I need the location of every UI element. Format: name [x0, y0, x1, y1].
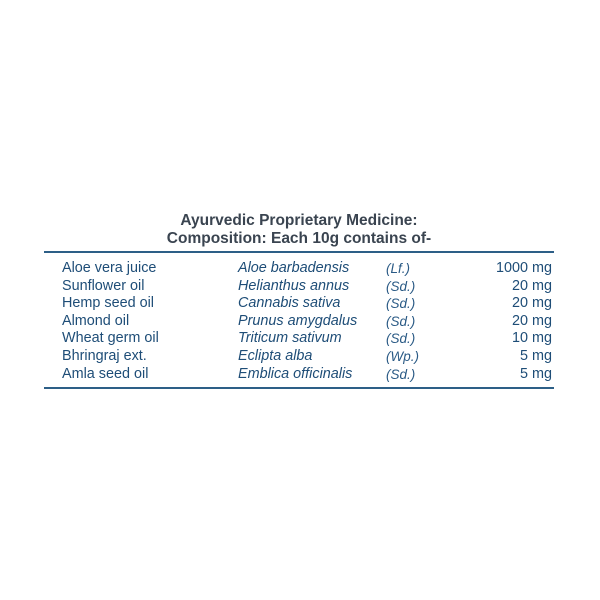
bottom-divider — [44, 387, 554, 389]
ingredient-table — [62, 260, 554, 383]
common-name: Bhringraj ext. — [62, 347, 147, 364]
common-name: Wheat germ oil — [62, 330, 159, 347]
plant-part: (Sd.) — [386, 313, 416, 329]
plant-part: (Sd.) — [386, 366, 416, 382]
table-row — [62, 278, 554, 296]
botanical-name: Helianthus annus — [238, 277, 350, 294]
botanical-name: Aloe barbadensis — [238, 260, 350, 276]
plant-part: (Lf.) — [386, 261, 411, 276]
plant-part: (Wp.) — [386, 348, 419, 364]
botanical-name: Emblica officinalis — [238, 365, 353, 382]
common-name: Amla seed oil — [62, 365, 149, 382]
table-row — [62, 330, 554, 348]
composition-heading — [44, 212, 554, 248]
table-row — [62, 313, 554, 331]
heading-line-2: Composition: Each 10g contains of- — [166, 230, 432, 247]
composition-label — [44, 212, 554, 389]
heading-line-1: Ayurvedic Proprietary Medicine: — [180, 212, 418, 229]
botanical-name: Cannabis sativa — [238, 295, 341, 312]
common-name: Sunflower oil — [62, 277, 145, 294]
table-row — [62, 366, 554, 384]
quantity: 20 mg — [512, 295, 552, 312]
quantity: 20 mg — [512, 277, 552, 294]
table-row — [62, 295, 554, 313]
quantity: 5 mg — [520, 365, 552, 382]
quantity: 1000 mg — [495, 260, 552, 276]
botanical-name: Triticum sativum — [238, 330, 342, 347]
quantity: 5 mg — [520, 347, 552, 364]
common-name: Aloe vera juice — [62, 260, 157, 276]
quantity: 20 mg — [512, 312, 552, 329]
plant-part: (Sd.) — [386, 296, 416, 312]
plant-part: (Sd.) — [386, 331, 416, 347]
common-name: Almond oil — [62, 312, 130, 329]
botanical-name: Eclipta alba — [238, 347, 313, 364]
table-row — [62, 260, 554, 278]
top-divider — [44, 251, 554, 253]
plant-part: (Sd.) — [386, 278, 416, 294]
botanical-name: Prunus amygdalus — [238, 312, 358, 329]
common-name: Hemp seed oil — [62, 295, 154, 312]
table-row — [62, 348, 554, 366]
quantity: 10 mg — [512, 330, 552, 347]
